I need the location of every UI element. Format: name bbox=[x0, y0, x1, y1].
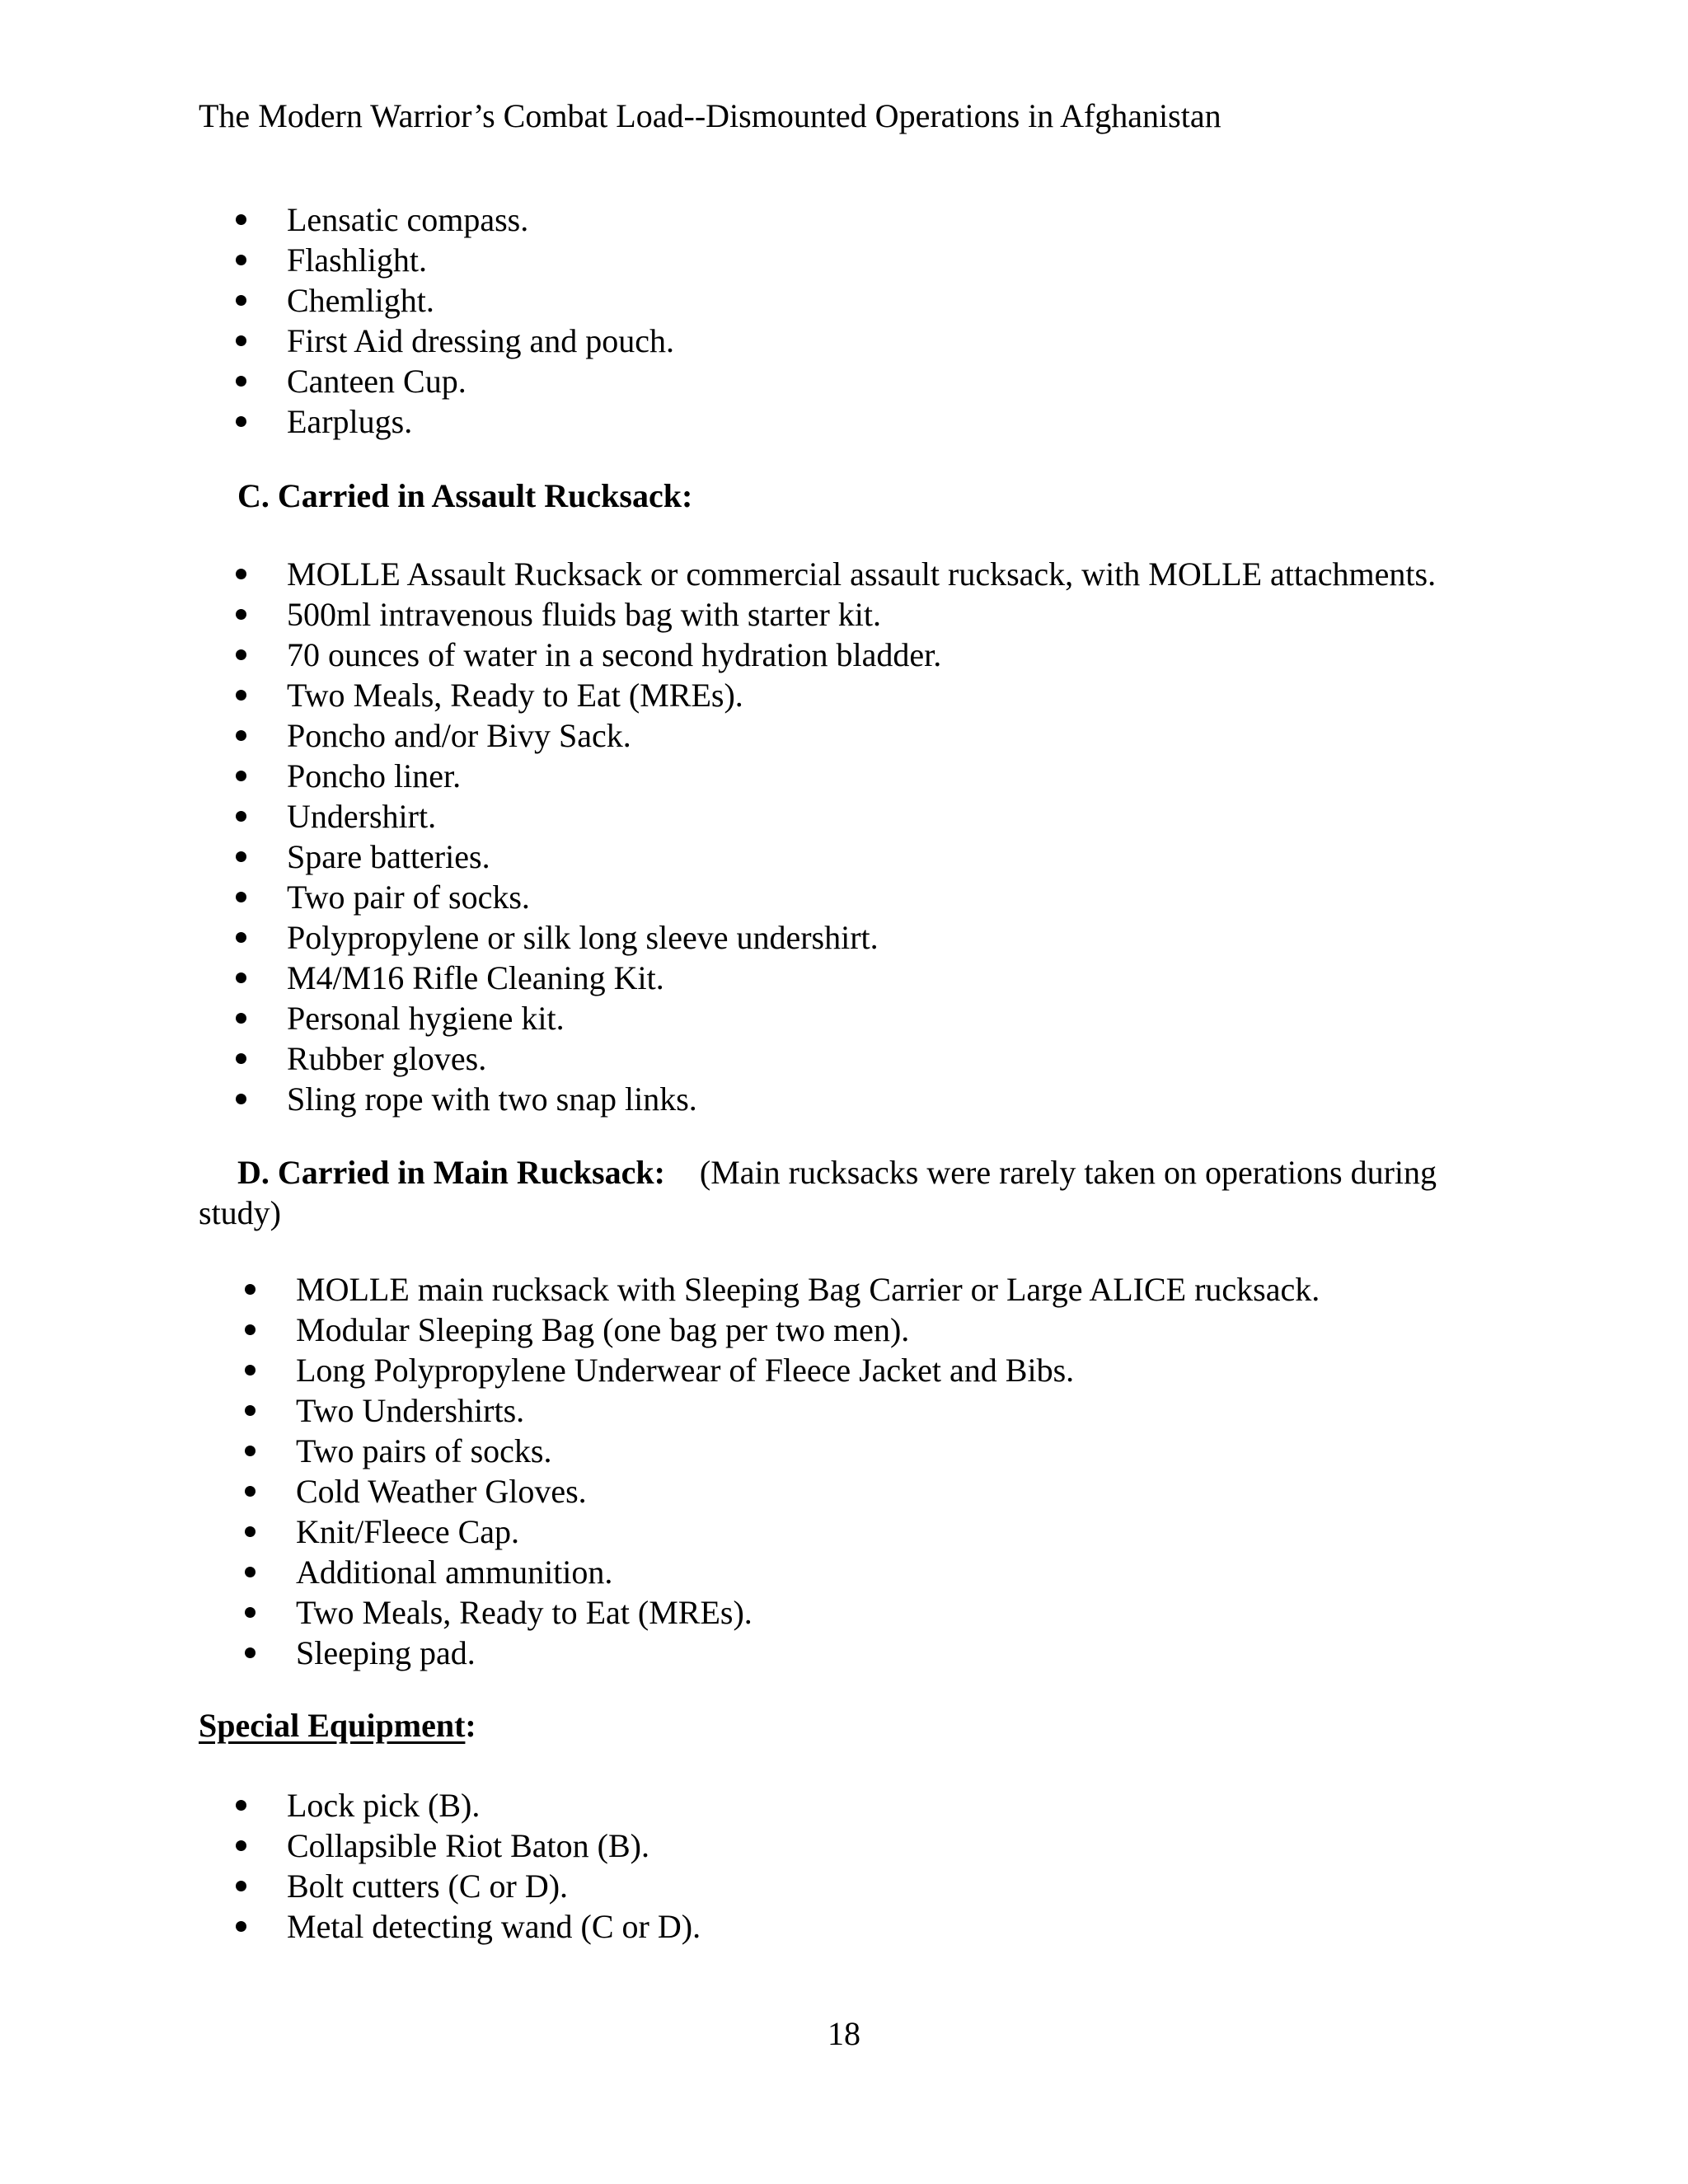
list-item: Two Undershirts. bbox=[199, 1390, 1320, 1431]
section-c-heading: C. Carried in Assault Rucksack: bbox=[237, 477, 693, 514]
list-item: Long Polypropylene Underwear of Fleece Jacket and Bibs. bbox=[199, 1350, 1320, 1390]
list-item: Personal hygiene kit. bbox=[199, 998, 1436, 1038]
bullet-icon bbox=[236, 1921, 246, 1932]
bullet-icon bbox=[236, 255, 246, 265]
bullet-icon bbox=[236, 972, 246, 983]
bullet-icon bbox=[245, 1607, 256, 1618]
bullet-icon bbox=[245, 1647, 256, 1658]
equipment-list-continued bbox=[199, 199, 674, 442]
list-item: Poncho and/or Bivy Sack. bbox=[199, 715, 1436, 756]
special-equipment-heading-colon: : bbox=[465, 1707, 476, 1744]
bullet-icon bbox=[236, 609, 246, 620]
special-equipment-heading-text: Special Equipment bbox=[199, 1707, 466, 1744]
list-item: Cold Weather Gloves. bbox=[199, 1471, 1320, 1511]
bullet-icon bbox=[245, 1567, 256, 1577]
list-item: Canteen Cup. bbox=[199, 361, 674, 401]
special-equipment-list bbox=[199, 1785, 701, 1947]
bullet-icon bbox=[236, 1881, 246, 1891]
section-d-note: (Main rucksacks were rarely taken on operations during bbox=[699, 1154, 1437, 1191]
list-item: MOLLE Assault Rucksack or commercial assault rucksack, with MOLLE attachments. bbox=[199, 554, 1436, 594]
list-item: M4/M16 Rifle Cleaning Kit. bbox=[199, 958, 1436, 998]
bullet-icon bbox=[236, 892, 246, 902]
list-item: Modular Sleeping Bag (one bag per two men). bbox=[199, 1310, 1320, 1350]
list-item: First Aid dressing and pouch. bbox=[199, 321, 674, 361]
special-equipment-heading bbox=[199, 1706, 476, 1746]
bullet-icon bbox=[236, 416, 246, 427]
page-number: 18 bbox=[828, 2015, 860, 2052]
list-item: Flashlight. bbox=[199, 240, 674, 280]
running-header: The Modern Warrior’s Combat Load--Dismounted Operations in Afghanistan bbox=[199, 97, 1221, 134]
section-d-heading-line bbox=[199, 1152, 1493, 1193]
list-item: Collapsible Riot Baton (B). bbox=[199, 1825, 701, 1866]
bullet-icon bbox=[236, 811, 246, 822]
bullet-icon bbox=[236, 690, 246, 701]
bullet-icon bbox=[236, 730, 246, 741]
section-d-note-continued: study) bbox=[199, 1194, 281, 1231]
list-item: 500ml intravenous fluids bag with starter kit. bbox=[199, 594, 1436, 635]
bullet-icon bbox=[245, 1486, 256, 1497]
bullet-icon bbox=[236, 771, 246, 781]
bullet-icon bbox=[236, 1840, 246, 1851]
bullet-icon bbox=[236, 1053, 246, 1064]
main-rucksack-list bbox=[199, 1269, 1320, 1673]
list-item: Two pairs of socks. bbox=[199, 1431, 1320, 1471]
bullet-icon bbox=[236, 932, 246, 943]
list-item: Lensatic compass. bbox=[199, 199, 674, 240]
list-item: MOLLE main rucksack with Sleeping Bag Carrier or Large ALICE rucksack. bbox=[199, 1269, 1320, 1310]
list-item: Metal detecting wand (C or D). bbox=[199, 1906, 701, 1947]
bullet-icon bbox=[236, 649, 246, 660]
bullet-icon bbox=[236, 295, 246, 306]
bullet-icon bbox=[236, 1800, 246, 1811]
list-item: Sleeping pad. bbox=[199, 1633, 1320, 1673]
list-item: Undershirt. bbox=[199, 796, 1436, 837]
bullet-icon bbox=[245, 1284, 256, 1295]
bullet-icon bbox=[236, 214, 246, 225]
bullet-icon bbox=[245, 1365, 256, 1376]
list-item: Poncho liner. bbox=[199, 756, 1436, 796]
list-item: Chemlight. bbox=[199, 280, 674, 321]
list-item: Two pair of socks. bbox=[199, 877, 1436, 917]
list-item: Spare batteries. bbox=[199, 837, 1436, 877]
bullet-icon bbox=[236, 851, 246, 862]
bullet-icon bbox=[245, 1324, 256, 1335]
bullet-icon bbox=[236, 569, 246, 579]
list-item: Lock pick (B). bbox=[199, 1785, 701, 1825]
bullet-icon bbox=[245, 1405, 256, 1416]
list-item: Sling rope with two snap links. bbox=[199, 1079, 1436, 1119]
bullet-icon bbox=[245, 1526, 256, 1537]
list-item: Rubber gloves. bbox=[199, 1038, 1436, 1079]
list-item: Knit/Fleece Cap. bbox=[199, 1511, 1320, 1552]
bullet-icon bbox=[236, 1013, 246, 1024]
list-item: 70 ounces of water in a second hydration bladder. bbox=[199, 635, 1436, 675]
bullet-icon bbox=[236, 376, 246, 387]
list-item: Two Meals, Ready to Eat (MREs). bbox=[199, 675, 1436, 715]
list-item: Earplugs. bbox=[199, 401, 674, 442]
bullet-icon bbox=[236, 1094, 246, 1104]
list-item: Polypropylene or silk long sleeve undershirt. bbox=[199, 917, 1436, 958]
assault-rucksack-list bbox=[199, 554, 1436, 1119]
list-item: Bolt cutters (C or D). bbox=[199, 1866, 701, 1906]
bullet-icon bbox=[236, 335, 246, 346]
list-item: Two Meals, Ready to Eat (MREs). bbox=[199, 1592, 1320, 1633]
section-d-heading-block bbox=[199, 1152, 1493, 1233]
list-item: Additional ammunition. bbox=[199, 1552, 1320, 1592]
bullet-icon bbox=[245, 1446, 256, 1456]
section-d-heading: D. Carried in Main Rucksack: bbox=[237, 1154, 665, 1191]
